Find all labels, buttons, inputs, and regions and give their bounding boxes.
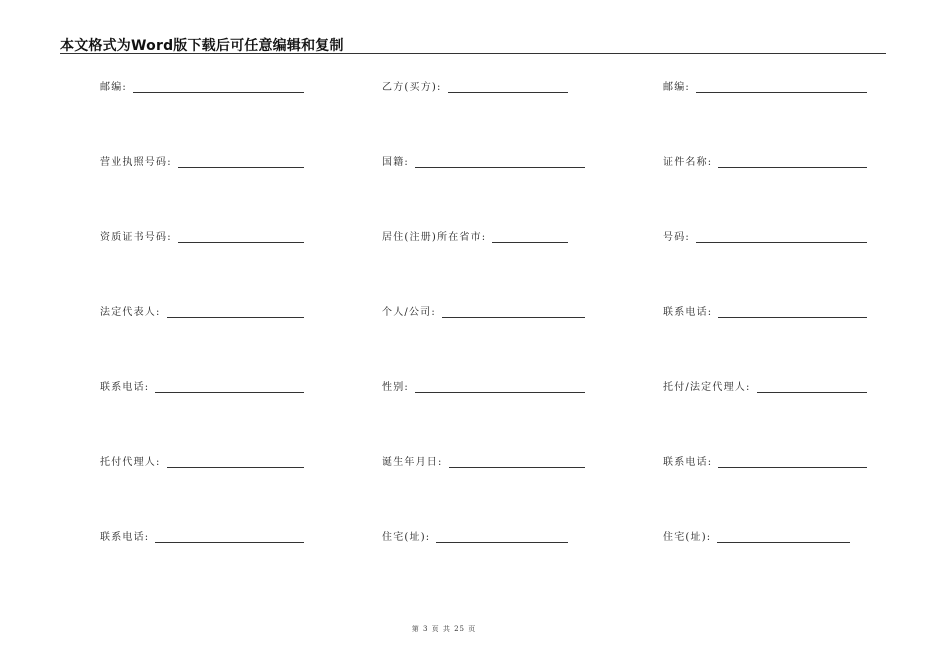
field-business-license-number[interactable] — [100, 153, 304, 169]
field-agent-seller[interactable] — [100, 453, 304, 469]
field-label: 住宅(址): — [382, 532, 431, 543]
field-phone-seller[interactable] — [100, 378, 304, 394]
field-underline[interactable] — [718, 467, 867, 468]
field-underline[interactable] — [415, 392, 585, 393]
field-label: 证件名称: — [663, 157, 713, 168]
field-underline[interactable] — [178, 167, 304, 168]
field-label: 号码: — [663, 232, 690, 243]
field-underline[interactable] — [436, 542, 568, 543]
field-label: 性别: — [382, 382, 409, 393]
field-label: 营业执照号码: — [100, 157, 172, 168]
field-qualification-cert-number[interactable] — [100, 228, 304, 244]
field-label: 诞生年月日: — [382, 457, 443, 468]
field-underline[interactable] — [167, 467, 304, 468]
field-label: 居住(注册)所在省市: — [382, 232, 487, 243]
field-label: 托付代理人: — [100, 457, 161, 468]
field-label: 邮编: — [100, 82, 127, 93]
field-label: 联系电话: — [663, 307, 713, 318]
field-underline[interactable] — [718, 167, 867, 168]
field-label: 托付/法定代理人: — [663, 382, 751, 393]
field-label: 联系电话: — [100, 382, 150, 393]
field-residence-province[interactable] — [382, 228, 568, 244]
field-label: 乙方(买方): — [382, 82, 442, 93]
field-birth-date[interactable] — [382, 453, 585, 469]
field-gender[interactable] — [382, 378, 585, 394]
field-underline[interactable] — [696, 92, 867, 93]
field-postcode-buyer[interactable] — [663, 78, 867, 94]
header-title: 本文格式为Word版下载后可任意编辑和复制 — [60, 38, 344, 54]
field-label: 法定代表人: — [100, 307, 161, 318]
field-label: 联系电话: — [663, 457, 713, 468]
field-underline[interactable] — [449, 467, 585, 468]
field-label: 资质证书号码: — [100, 232, 172, 243]
field-party-b-buyer[interactable] — [382, 78, 568, 94]
field-label: 住宅(址): — [663, 532, 712, 543]
field-underline[interactable] — [415, 167, 585, 168]
field-legal-representative[interactable] — [100, 303, 304, 319]
field-underline[interactable] — [448, 92, 568, 93]
field-phone-buyer[interactable] — [663, 303, 867, 319]
page-number: 第 3 页 共 25 页 — [411, 625, 477, 633]
field-underline[interactable] — [757, 392, 867, 393]
field-label: 联系电话: — [100, 532, 150, 543]
field-phone-agent-seller[interactable] — [100, 528, 304, 544]
field-underline[interactable] — [696, 242, 867, 243]
field-id-document-name[interactable] — [663, 153, 867, 169]
field-address-agent-buyer[interactable] — [663, 528, 850, 544]
field-underline[interactable] — [167, 317, 304, 318]
field-postcode-seller[interactable] — [100, 78, 304, 94]
field-underline[interactable] — [133, 92, 304, 93]
field-id-number[interactable] — [663, 228, 867, 244]
field-agent-legal-buyer[interactable] — [663, 378, 867, 394]
field-underline[interactable] — [155, 392, 304, 393]
field-underline[interactable] — [717, 542, 850, 543]
field-label: 国籍: — [382, 157, 409, 168]
field-label: 个人/公司: — [382, 307, 436, 318]
field-underline[interactable] — [442, 317, 585, 318]
field-address-buyer[interactable] — [382, 528, 568, 544]
field-underline[interactable] — [718, 317, 867, 318]
document-header — [60, 33, 886, 54]
field-label: 邮编: — [663, 82, 690, 93]
field-individual-company[interactable] — [382, 303, 585, 319]
field-underline[interactable] — [178, 242, 304, 243]
field-phone-agent-buyer[interactable] — [663, 453, 867, 469]
field-underline[interactable] — [492, 242, 568, 243]
field-nationality[interactable] — [382, 153, 585, 169]
field-underline[interactable] — [155, 542, 304, 543]
